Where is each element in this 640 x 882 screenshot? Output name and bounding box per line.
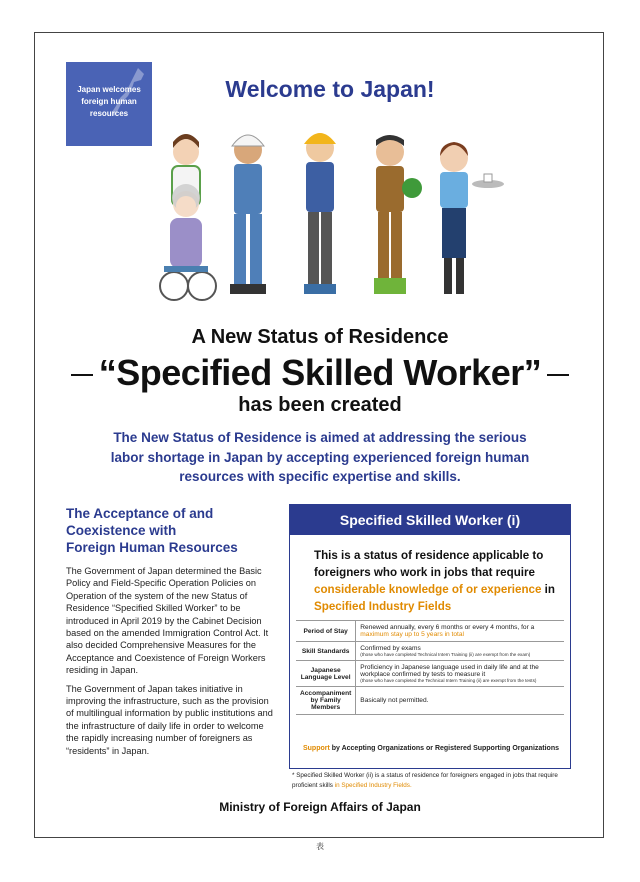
table-row xyxy=(296,687,564,715)
section-title xyxy=(66,505,276,556)
table-row xyxy=(296,661,564,687)
badge-line-2: foreign human xyxy=(81,97,137,106)
headline-dash-left xyxy=(71,374,93,376)
section-body xyxy=(66,565,278,763)
row-value-highlight: maximum stay up to 5 years in total xyxy=(360,631,465,638)
intro-highlight-fields: Specified Industry Fields xyxy=(314,600,452,613)
badge-line-1: Japan welcomes xyxy=(77,85,141,94)
workers-illustration xyxy=(150,118,530,318)
section-title-line-3: Foreign Human Resources xyxy=(66,540,238,555)
farmer-figure xyxy=(374,135,422,294)
section-title-line-1: The Acceptance of and xyxy=(66,506,214,521)
ministry-name: Ministry of Foreign Affairs of Japan xyxy=(219,800,421,814)
japan-welcomes-badge xyxy=(66,62,152,146)
badge-line-3: resources xyxy=(89,109,129,118)
ssw-details-table xyxy=(296,620,564,715)
row-value-text: Renewed annually, every 6 months or every 4 months, for a xyxy=(360,624,535,631)
row-key: Skill Standards xyxy=(296,642,356,661)
headline-top: A New Status of Residence xyxy=(191,326,449,348)
support-line xyxy=(290,745,572,752)
table-row xyxy=(296,621,564,642)
footnote-text: * Specified Skilled Worker (ii) is a status of residence for foreigners engaged in jobs that require proficient skills xyxy=(292,772,558,789)
body-paragraph-1: The Government of Japan determined the Basic Policy and Field-Specific Operation Policies on Operation of the system of the new Status of Residence “Specified Skilled Worker” to be introduced in April 2019 by the Cabinet Decision based on the amended Immigration Control Act. It also decided Comprehensive Measures for the Acceptance and Coexistence of Foreign Workers residing in Japan. xyxy=(66,566,269,676)
construction-worker-figure xyxy=(230,135,266,294)
row-key: Period of Stay xyxy=(296,621,356,642)
body-paragraph-2: The Government of Japan takes initiative in improving the infrastructure, such as the provision of multilingual information by public institutions and the infrastructure of daily life in order to welcome the rapidly increasing number of foreigners as “residents” in Japan. xyxy=(66,683,273,756)
row-value: Basically not permitted. xyxy=(356,687,564,715)
factory-worker-figure xyxy=(304,133,336,294)
intro-highlight-knowledge: considerable knowledge of or experience xyxy=(314,583,542,596)
headline-bottom: has been created xyxy=(238,394,402,416)
headline-main-row xyxy=(0,352,640,394)
lead-paragraph: The New Status of Residence is aimed at addressing the serious labor shortage in Japan by accepting experienced foreign human resources with specific expertise and skills. xyxy=(110,430,530,484)
intro-text-c: in xyxy=(541,583,555,596)
japan-map-icon xyxy=(108,66,148,126)
support-text: by Accepting Organizations or Registered Supporting Organizations xyxy=(329,745,560,752)
ssw-box-intro xyxy=(290,535,570,615)
waitress-figure xyxy=(440,142,504,294)
footnote xyxy=(292,771,582,791)
elderly-woman-figure xyxy=(160,184,216,300)
intro-text-a: This is a status of residence applicable to foreigners who work in jobs that require xyxy=(314,549,544,579)
row-value xyxy=(356,661,564,687)
row-key: Accompaniment by Family Members xyxy=(296,687,356,715)
row-value xyxy=(356,621,564,642)
page-mark: 表 xyxy=(316,842,324,851)
headline-main: “Specified Skilled Worker” xyxy=(98,352,542,393)
section-title-line-2: Coexistence with xyxy=(66,523,177,538)
headline-dash-right xyxy=(547,374,569,376)
row-value-note: (those who have completed the Technical Intern Training (ii) are exempt from the tests) xyxy=(360,678,537,683)
row-value xyxy=(356,642,564,661)
ssw-info-box xyxy=(289,504,571,769)
ssw-box-title: Specified Skilled Worker (i) xyxy=(290,505,570,535)
footnote-highlight: in Specified Industry Fields. xyxy=(334,782,412,789)
table-row xyxy=(296,642,564,661)
row-value-text: Proficiency in Japanese language used in daily life and at the workplace confirmed by tests to measure it xyxy=(360,664,539,678)
row-key: Japanese Language Level xyxy=(296,661,356,687)
welcome-title: Welcome to Japan! xyxy=(225,76,435,102)
support-highlight: Support xyxy=(302,745,330,752)
row-value-text: Confirmed by exams xyxy=(360,645,421,652)
row-value-note: (those who have completed Technical Intern Training (ii) are exempt from the exam) xyxy=(360,652,531,657)
